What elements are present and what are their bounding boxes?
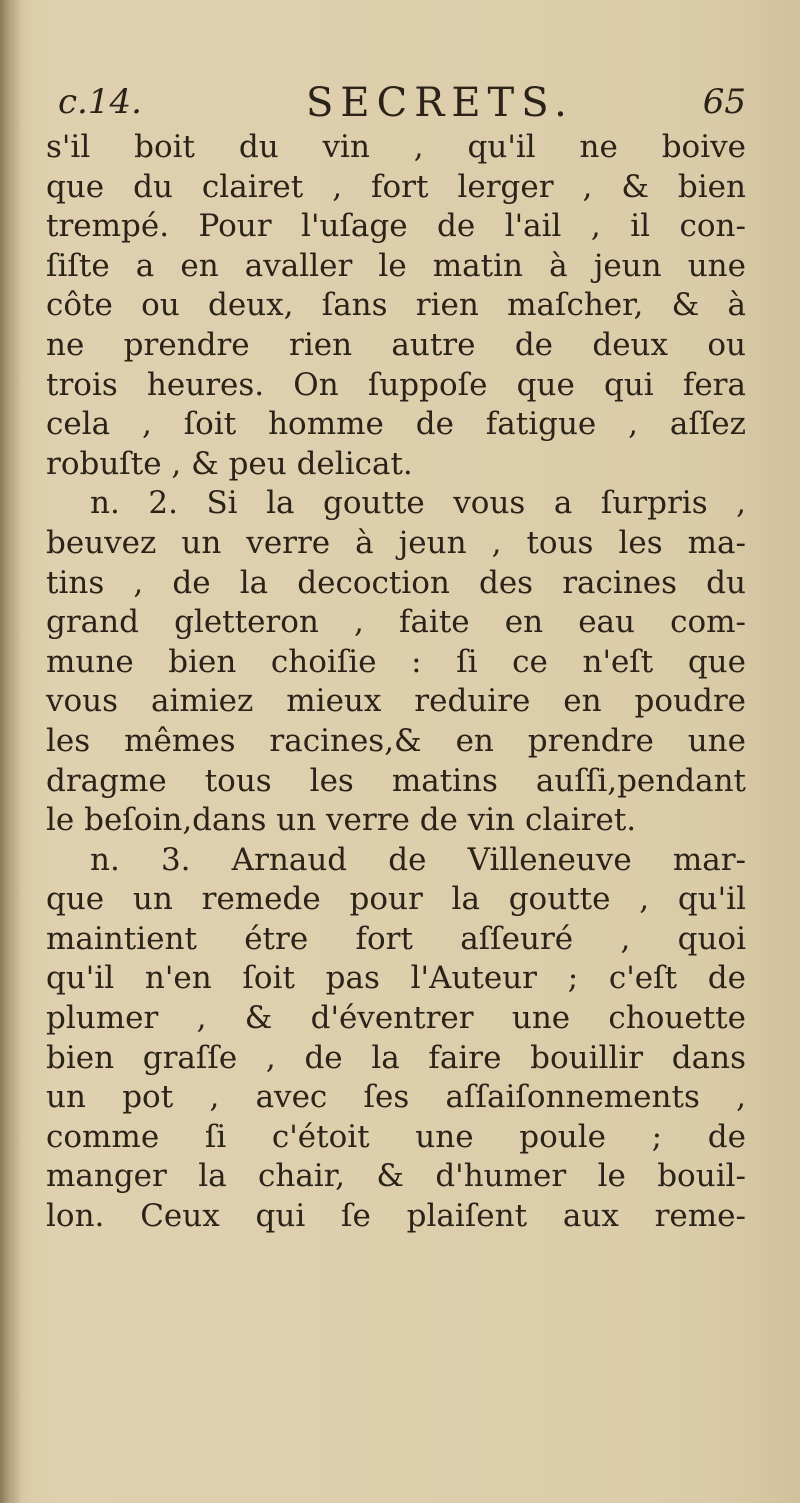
text-line: s'il boit du vin , qu'il ne boive (46, 129, 746, 165)
paragraph-start-line: n. 2. Si la goutte vous a ſurpris , (90, 485, 746, 522)
text-line: trois heures. On ſuppoſe que qui fera (46, 366, 746, 403)
text-line: les mêmes racines,& en prendre une (46, 722, 746, 759)
text-line: grand gletteron , faite en eau com- (46, 604, 746, 641)
paragraph-start-line: n. 3. Arnaud de Villeneuve mar- (90, 841, 746, 878)
text-line: bien graſſe , de la faire bouillir dans (46, 1039, 746, 1076)
text-line: vous aimiez mieux reduire en poudre (46, 683, 746, 720)
text-line: que du clairet , fort lerger , & bien (46, 168, 746, 205)
text-line: un pot , avec ſes aſſaiſonnements , (46, 1079, 746, 1116)
page-number: 65 (702, 82, 746, 122)
text-line: manger la chair, & d'humer le bouil- (46, 1158, 746, 1195)
body-text (46, 128, 746, 1237)
page-spine-shadow (0, 0, 22, 1503)
text-line: tins , de la decoction des racines du (46, 564, 746, 601)
text-line: lon. Ceux qui ſe plaiſent aux reme- (46, 1198, 746, 1235)
text-line: dragme tous les matins auſſi,pendant (46, 762, 746, 799)
running-header (48, 78, 760, 128)
text-line: comme ſi c'étoit une poule ; de (46, 1118, 746, 1155)
text-line: côte ou deux, ſans rien maſcher, & à (46, 287, 746, 324)
signature-mark: c.14. (58, 82, 142, 122)
text-line: qu'il n'en ſoit pas l'Auteur ; c'eſt de (46, 960, 746, 997)
text-line: maintient étre fort aſſeuré , quoi (46, 920, 746, 957)
text-line: robuſte , & peu delicat. (46, 445, 413, 482)
text-line: beuvez un verre à jeun , tous les ma- (46, 524, 746, 561)
text-line: plumer , & d'éventrer une chouette (46, 1000, 746, 1037)
text-line: ne prendre rien autre de deux ou (46, 326, 746, 363)
text-line: cela , ſoit homme de fatigue , aſſez (46, 406, 746, 443)
text-line: trempé. Pour l'uſage de l'ail , il con- (46, 208, 746, 245)
text-line: que un remede pour la goutte , qu'il (46, 881, 746, 918)
text-line: le beſoin,dans un verre de vin clairet. (46, 802, 637, 839)
text-line: ſiſte a en avaller le matin à jeun une (46, 247, 746, 284)
text-line: mune bien choiſie : ſi ce n'eſt que (46, 643, 746, 680)
running-title: SECRETS. (306, 80, 574, 126)
